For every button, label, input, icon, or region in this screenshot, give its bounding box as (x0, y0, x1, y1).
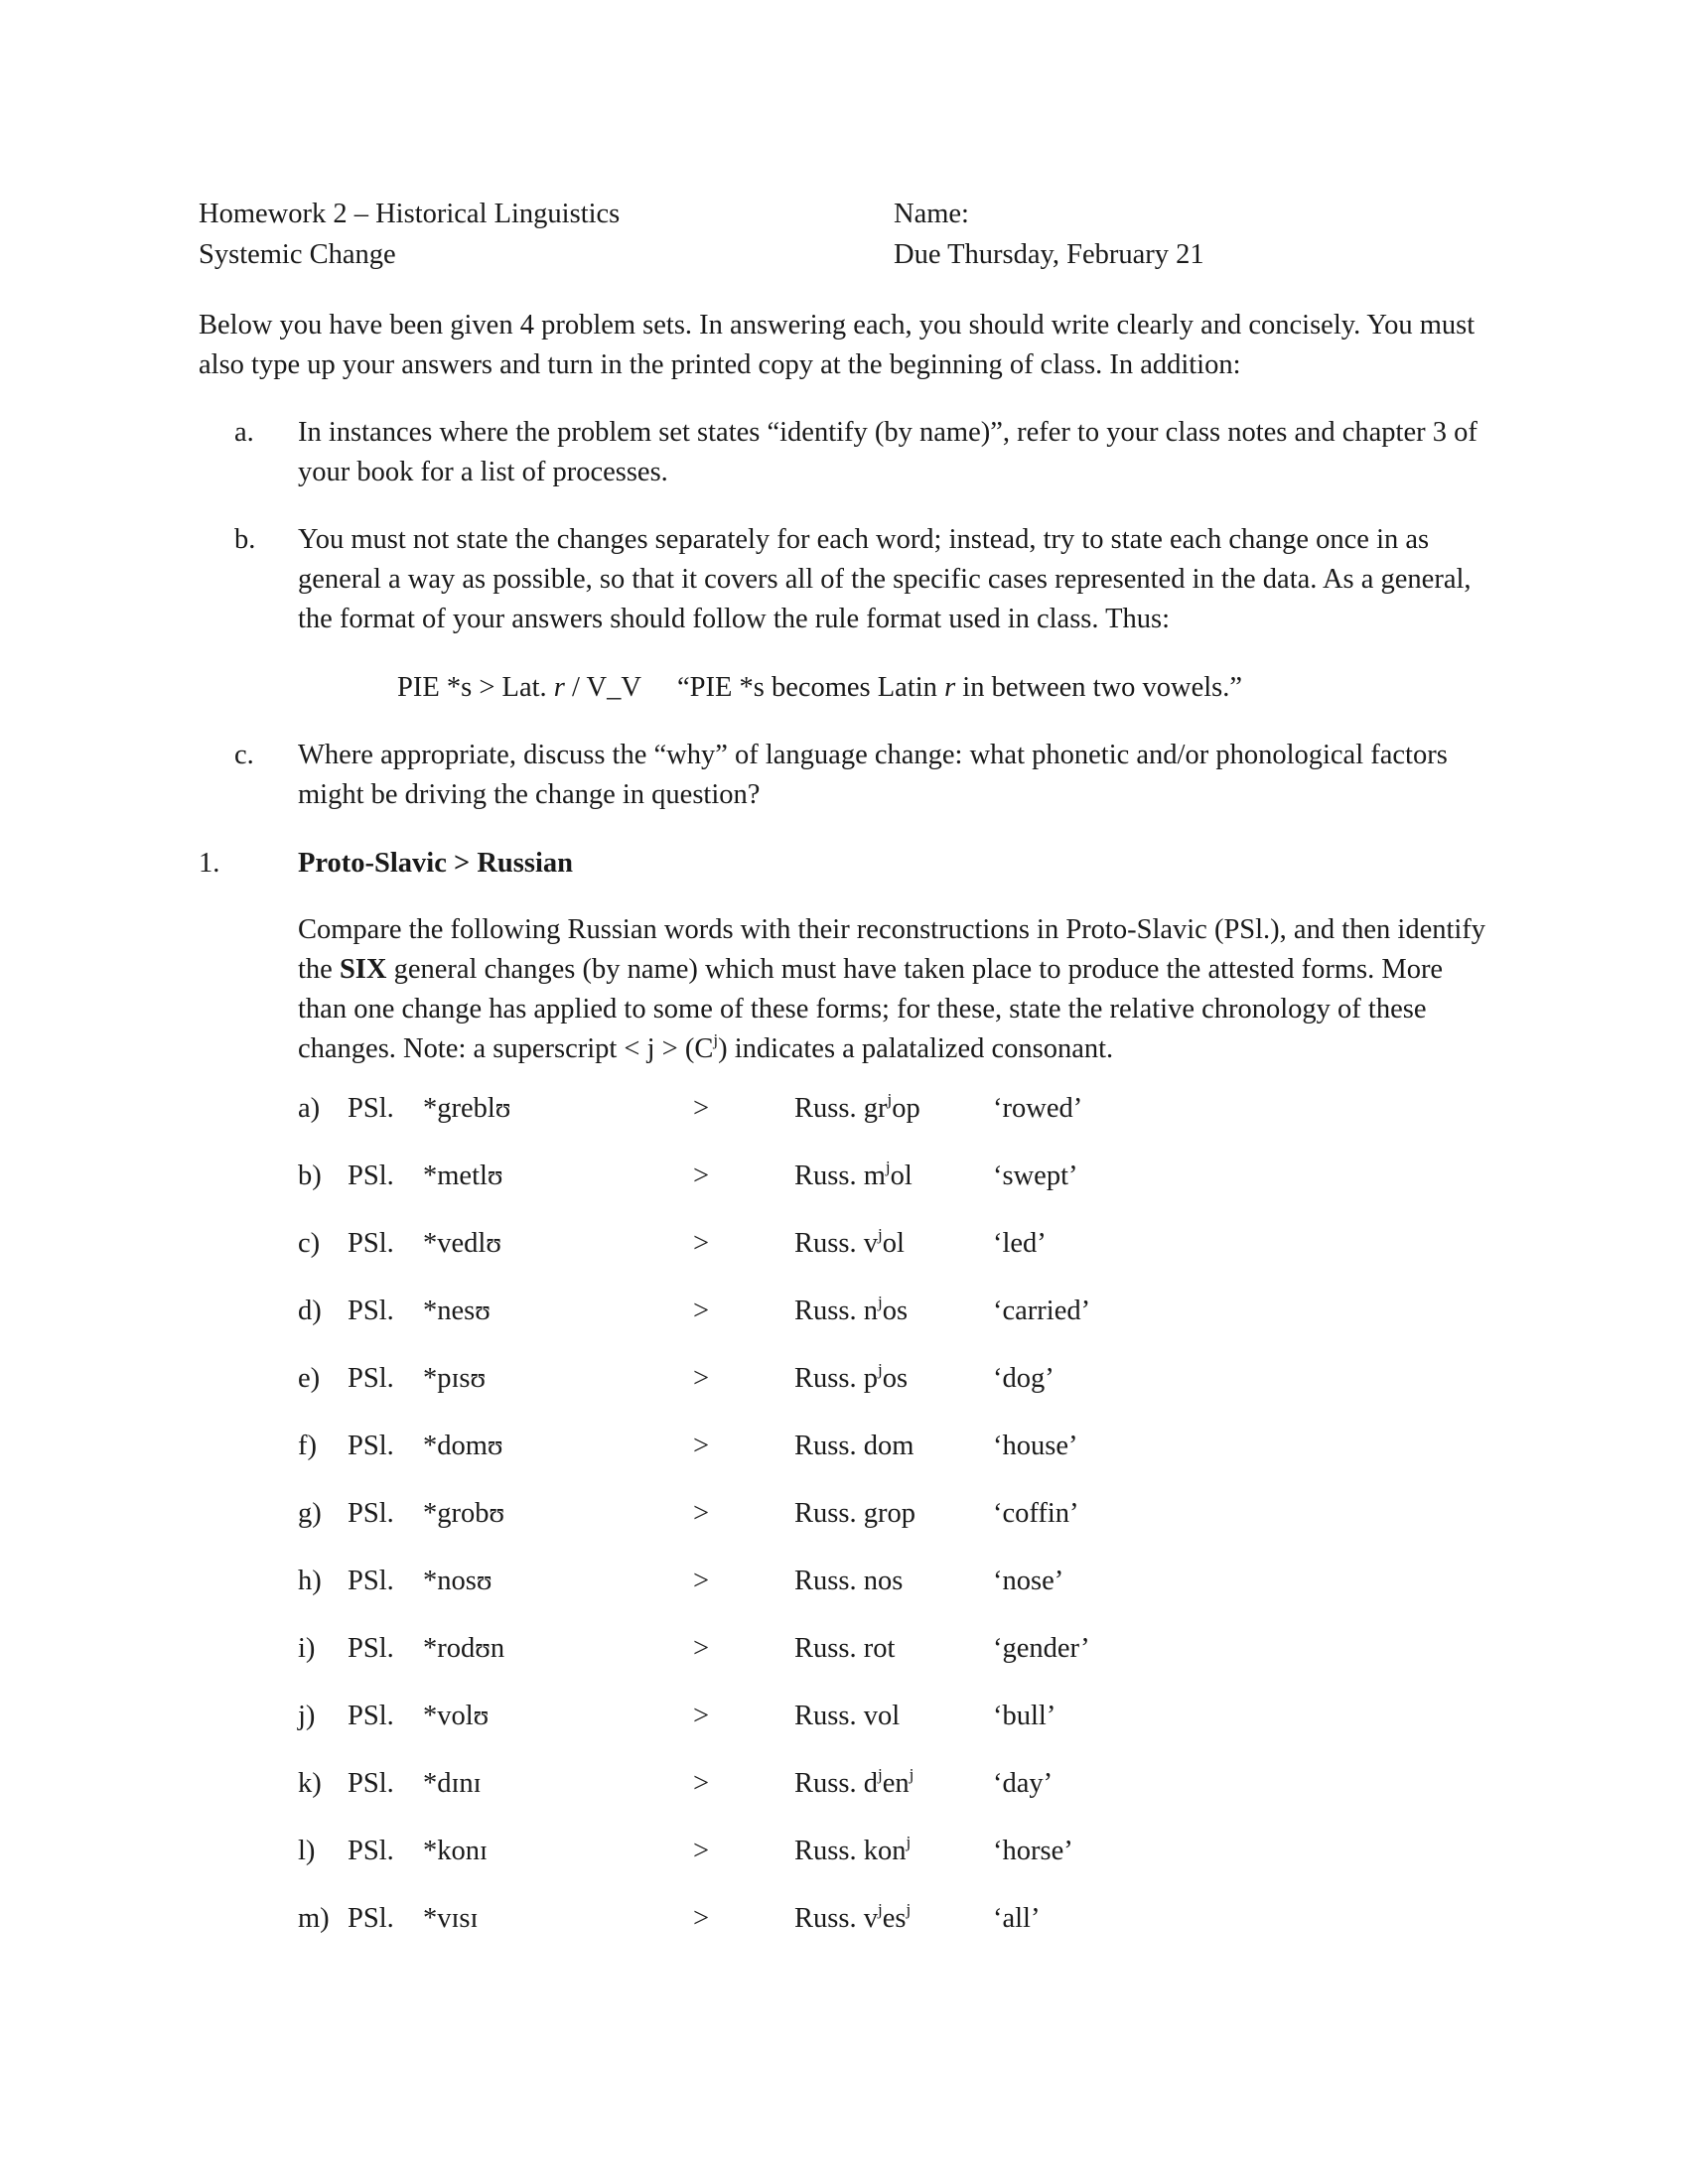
row-proto-form: *nosʊ (423, 1566, 492, 1596)
row-letter: d) (298, 1296, 322, 1326)
row-language: PSl. (348, 1093, 394, 1124)
row-gloss: ‘swept’ (993, 1160, 1078, 1191)
row-language: PSl. (348, 1498, 394, 1529)
russian-segment: op (892, 1093, 920, 1124)
russian-segment: v (863, 1228, 878, 1259)
section-description (298, 910, 1489, 1069)
instruction-c-letter: c. (234, 740, 254, 770)
row-letter: g) (298, 1498, 322, 1529)
russian-segment: dom (863, 1431, 914, 1461)
name-label: Name: (894, 199, 969, 229)
russian-segment: v (863, 1903, 878, 1934)
row-language: PSl. (348, 1836, 394, 1866)
palatalization-mark: j (877, 1900, 883, 1920)
russian-prefix: Russ. (794, 1093, 864, 1124)
rule-formula-r: r (553, 672, 565, 703)
instruction-b-text: You must not state the changes separately for each word; instead, try to state each change once in as general a way as possible, so that it covers all of the specific cases represented in the data. As a general, the format of your answers should follow the rule format used in class. Thus: (298, 524, 1472, 634)
row-arrow: > (693, 1566, 710, 1596)
russian-prefix: Russ. (794, 1836, 864, 1866)
row-letter: a) (298, 1093, 321, 1124)
russian-segment: vol (863, 1701, 901, 1731)
row-russian-form (794, 1292, 908, 1331)
russian-prefix: Russ. (794, 1363, 864, 1394)
row-letter: i) (298, 1633, 316, 1664)
russian-segment: os (882, 1363, 909, 1394)
instruction-b-letter: b. (234, 524, 256, 555)
due-date: Due Thursday, February 21 (894, 239, 1204, 270)
row-proto-form: *konɪ (423, 1836, 488, 1866)
row-proto-form: *rodʊn (423, 1633, 505, 1664)
russian-segment: m (863, 1160, 886, 1191)
row-russian-form (794, 1427, 914, 1466)
row-proto-form: *metlʊ (423, 1160, 503, 1191)
table-row (0, 1832, 1688, 1871)
row-russian-form (794, 1089, 920, 1129)
row-language: PSl. (348, 1903, 394, 1934)
row-gloss: ‘rowed’ (993, 1093, 1083, 1124)
palatalization-mark: j (906, 1900, 912, 1920)
row-proto-form: *vɪsɪ (423, 1903, 479, 1934)
rule-gloss-pre: “PIE *s becomes Latin (676, 672, 945, 703)
table-row (0, 1629, 1688, 1669)
row-arrow: > (693, 1296, 710, 1326)
rule-example (397, 668, 1242, 708)
description-part-1: Compare the following Russian words with their reconstructions in Proto-Slavic (PSl.), and then identify the (298, 914, 1486, 985)
row-language: PSl. (348, 1701, 394, 1731)
intro-paragraph: Below you have been given 4 problem sets. In answering each, you should write clearly and concisely. You must also type up your answers and turn in the printed copy at the beginning of class. In addition: (199, 310, 1476, 380)
table-row (0, 1764, 1688, 1804)
row-russian-form (794, 1224, 905, 1264)
row-letter: c) (298, 1228, 321, 1259)
row-arrow: > (693, 1836, 710, 1866)
row-arrow: > (693, 1228, 710, 1259)
rule-formula-pre: PIE *s > Lat. (397, 672, 554, 703)
row-letter: b) (298, 1160, 322, 1191)
row-letter: k) (298, 1768, 322, 1799)
row-letter: l) (298, 1836, 316, 1866)
description-bold: SIX (339, 954, 387, 985)
row-arrow: > (693, 1093, 710, 1124)
row-russian-form (794, 1562, 903, 1601)
row-arrow: > (693, 1701, 710, 1731)
row-proto-form: *dɪnɪ (423, 1768, 482, 1799)
header-left (199, 195, 620, 276)
row-language: PSl. (348, 1768, 394, 1799)
row-arrow: > (693, 1498, 710, 1529)
course-title: Homework 2 – Historical Linguistics (199, 199, 621, 229)
palatalization-mark: j (877, 1360, 883, 1380)
russian-segment: n (863, 1296, 878, 1326)
russian-prefix: Russ. (794, 1566, 864, 1596)
row-russian-form (794, 1764, 914, 1804)
row-language: PSl. (348, 1363, 394, 1394)
palatalization-mark: j (887, 1090, 893, 1110)
russian-segment: gr (863, 1093, 888, 1124)
row-gloss: ‘nose’ (993, 1566, 1064, 1596)
row-letter: m) (298, 1903, 330, 1934)
row-proto-form: *vedlʊ (423, 1228, 501, 1259)
row-russian-form (794, 1629, 895, 1669)
russian-prefix: Russ. (794, 1498, 864, 1529)
table-row (0, 1157, 1688, 1196)
palatalization-mark: j (877, 1293, 883, 1312)
russian-segment: d (863, 1768, 878, 1799)
assignment-subtitle: Systemic Change (199, 239, 396, 270)
row-letter: f) (298, 1431, 317, 1461)
russian-segment: kon (863, 1836, 907, 1866)
russian-segment: os (882, 1296, 909, 1326)
table-row (0, 1224, 1688, 1264)
row-letter: e) (298, 1363, 321, 1394)
palatalization-mark: j (909, 1765, 914, 1785)
row-language: PSl. (348, 1566, 394, 1596)
table-row (0, 1494, 1688, 1534)
section-number: 1. (199, 848, 220, 879)
table-row (0, 1899, 1688, 1939)
row-gloss: ‘day’ (993, 1768, 1054, 1799)
row-arrow: > (693, 1160, 710, 1191)
table-row (0, 1697, 1688, 1736)
russian-segment: ol (890, 1160, 913, 1191)
table-row (0, 1427, 1688, 1466)
row-gloss: ‘led’ (993, 1228, 1047, 1259)
row-russian-form (794, 1832, 911, 1871)
palatalization-mark: j (877, 1225, 883, 1245)
row-gloss: ‘all’ (993, 1903, 1041, 1934)
rule-gloss-r: r (944, 672, 956, 703)
table-row (0, 1562, 1688, 1601)
row-gloss: ‘horse’ (993, 1836, 1073, 1866)
row-gloss: ‘house’ (993, 1431, 1078, 1461)
russian-segment: rot (863, 1633, 896, 1664)
russian-prefix: Russ. (794, 1768, 864, 1799)
row-gloss: ‘gender’ (993, 1633, 1090, 1664)
table-row (0, 1089, 1688, 1129)
row-russian-form (794, 1697, 900, 1736)
section-title: Proto-Slavic > Russian (298, 848, 573, 879)
russian-prefix: Russ. (794, 1431, 864, 1461)
palatalization-mark: j (906, 1833, 912, 1852)
palatalization-mark: j (885, 1158, 891, 1177)
russian-segment: en (882, 1768, 910, 1799)
row-letter: h) (298, 1566, 322, 1596)
row-russian-form (794, 1157, 913, 1196)
row-gloss: ‘dog’ (993, 1363, 1055, 1394)
row-russian-form (794, 1899, 911, 1939)
row-language: PSl. (348, 1633, 394, 1664)
russian-segment: p (863, 1363, 878, 1394)
row-language: PSl. (348, 1296, 394, 1326)
row-arrow: > (693, 1431, 710, 1461)
row-gloss: ‘bull’ (993, 1701, 1056, 1731)
row-gloss: ‘carried’ (993, 1296, 1091, 1326)
russian-prefix: Russ. (794, 1633, 864, 1664)
row-language: PSl. (348, 1228, 394, 1259)
row-arrow: > (693, 1363, 710, 1394)
row-language: PSl. (348, 1431, 394, 1461)
table-row (0, 1359, 1688, 1399)
row-gloss: ‘coffin’ (993, 1498, 1079, 1529)
russian-prefix: Russ. (794, 1701, 864, 1731)
description-superscript: j (713, 1030, 719, 1050)
russian-segment: es (882, 1903, 907, 1934)
row-language: PSl. (348, 1160, 394, 1191)
row-russian-form (794, 1359, 908, 1399)
row-proto-form: *grobʊ (423, 1498, 505, 1529)
table-row (0, 1292, 1688, 1331)
row-arrow: > (693, 1633, 710, 1664)
row-proto-form: *greblʊ (423, 1093, 511, 1124)
russian-segment: grop (863, 1498, 915, 1529)
row-arrow: > (693, 1768, 710, 1799)
instruction-c-text: Where appropriate, discuss the “why” of language change: what phonetic and/or phonological factors might be driving the change in question? (298, 740, 1448, 810)
russian-segment: ol (882, 1228, 905, 1259)
instruction-a-text: In instances where the problem set states “identify (by name)”, refer to your class notes and chapter 3 of your book for a list of processes. (298, 417, 1477, 487)
russian-segment: nos (863, 1566, 904, 1596)
russian-prefix: Russ. (794, 1296, 864, 1326)
row-russian-form (794, 1494, 915, 1534)
row-proto-form: *volʊ (423, 1701, 490, 1731)
russian-prefix: Russ. (794, 1228, 864, 1259)
description-part-2: general changes (by name) which must have taken place to produce the attested forms. More than one change has applied to some of these forms; for these, state the relative chronology of these changes. Note: a superscript < j > (C (298, 954, 1444, 1064)
rule-gloss-post: in between two vowels.” (955, 672, 1243, 703)
row-letter: j) (298, 1701, 316, 1731)
row-proto-form: *pɪsʊ (423, 1363, 487, 1394)
palatalization-mark: j (877, 1765, 883, 1785)
row-arrow: > (693, 1903, 710, 1934)
row-proto-form: *nesʊ (423, 1296, 491, 1326)
russian-prefix: Russ. (794, 1160, 864, 1191)
instruction-a-letter: a. (234, 417, 254, 448)
header-right (894, 195, 1204, 276)
rule-formula-env: / V_V (564, 672, 641, 703)
row-proto-form: *domʊ (423, 1431, 503, 1461)
russian-prefix: Russ. (794, 1903, 864, 1934)
description-part-3: ) indicates a palatalized consonant. (718, 1033, 1114, 1064)
